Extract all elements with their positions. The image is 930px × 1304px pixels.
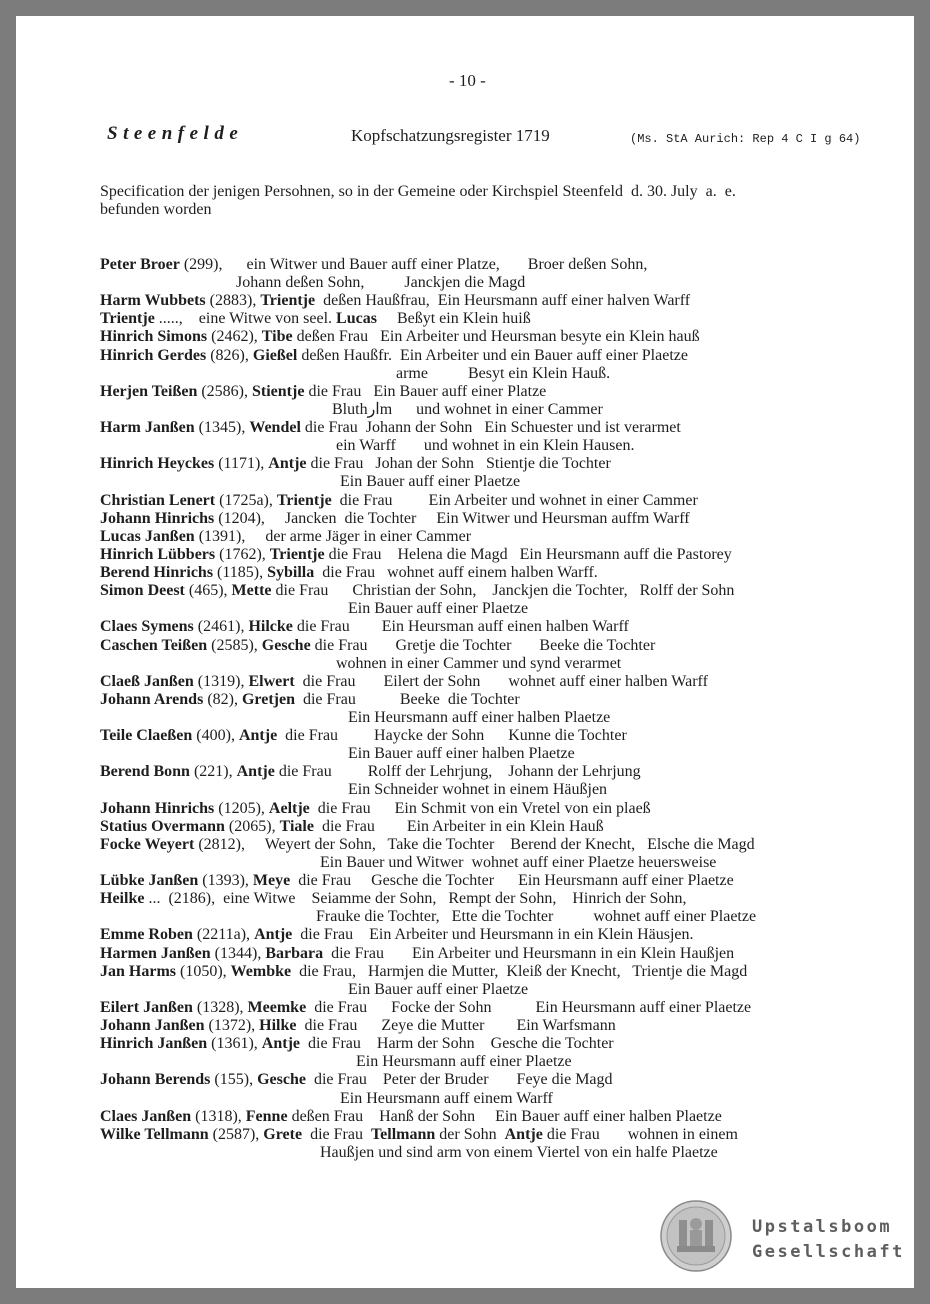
register-line <box>100 347 688 365</box>
person-name: Lucas Janßen <box>100 528 195 545</box>
person-name: Lucas <box>336 310 377 327</box>
person-name: Johann Janßen <box>100 1017 205 1034</box>
entry-text: (1393), <box>198 872 253 889</box>
entry-text: Ein Heursmann auff einer halben Plaetze <box>100 709 611 726</box>
register-line <box>100 727 627 745</box>
register-line <box>100 256 647 274</box>
person-name: Gesche <box>261 637 311 654</box>
register-line <box>100 926 694 944</box>
entry-text: (2586), <box>197 383 252 400</box>
person-name: Hinrich Simons <box>100 328 208 345</box>
register-line <box>100 419 681 437</box>
entry-text: (1318), <box>191 1108 246 1125</box>
register-line <box>100 274 525 292</box>
society-name-line-1: Upstalsboom <box>752 1217 893 1237</box>
entry-text: ....., eine Witwe von seel. <box>154 310 337 327</box>
person-name: Fenne <box>245 1108 288 1125</box>
entry-text: die Frau Christian der Sohn, Janckjen die Tochter, Rolff der Sohn <box>271 582 735 599</box>
entry-text: (2211a), <box>192 926 255 943</box>
person-name: Trientje <box>276 492 332 509</box>
register-line <box>100 383 546 401</box>
entry-text: die Frau Rolff der Lehrjung, Johann der Lehrjung <box>274 763 641 780</box>
entry-text: (299), ein Witwer und Bauer auff einer Platze, Broer deßen Sohn, <box>179 256 648 273</box>
entry-text: deßen Frau Ein Arbeiter und Heursman besyte ein Klein hauß <box>292 328 700 345</box>
person-name: Johann Arends <box>100 691 204 708</box>
person-name: Jan Harms <box>100 963 176 980</box>
register-line <box>100 890 687 908</box>
entry-text: die Frau Ein Heursman auff einen halben Warff <box>292 618 629 635</box>
person-name: Trientje <box>260 292 316 309</box>
person-name: Wilke Tellmann <box>100 1126 209 1143</box>
register-line <box>100 1144 718 1162</box>
entry-text: Ein Bauer und Witwer wohnet auff einer Plaetze heuersweise <box>100 854 717 871</box>
entry-text: Frauke die Tochter, Ette die Tochter wohnet auff einer Plaetze <box>100 908 757 925</box>
register-line <box>100 310 531 328</box>
person-name: Antje <box>261 1035 301 1052</box>
register-line <box>100 292 690 310</box>
entry-text: (1319), <box>193 673 249 690</box>
person-name: Antje <box>254 926 293 943</box>
person-name: Gesche <box>257 1071 306 1088</box>
person-name: Antje <box>504 1126 543 1143</box>
person-name: Teile Claeßen <box>100 727 193 744</box>
entry-text: Ein Schneider wohnet in einem Häußjen <box>100 781 608 798</box>
entry-text: die Frau wohnet auff einem halben Warff. <box>314 564 598 581</box>
person-name: Hilcke <box>248 618 293 635</box>
register-line <box>100 818 604 836</box>
person-name: Johann Hinrichs <box>100 800 215 817</box>
register-line <box>100 709 610 727</box>
entry-text: (1185), <box>213 564 268 581</box>
person-name: Antje <box>268 455 307 472</box>
place-name: Steenfelde <box>107 123 244 144</box>
register-line <box>100 618 629 636</box>
register-line <box>100 800 651 818</box>
entry-text: (2462), <box>207 328 262 345</box>
register-line <box>100 528 471 546</box>
entry-text: Ein Bauer auff einer Plaetze <box>100 473 521 490</box>
register-line <box>100 872 734 890</box>
upstalsboom-seal-icon <box>660 1200 732 1272</box>
person-name: Antje <box>238 727 278 744</box>
entry-text: (1344), <box>210 945 266 962</box>
intro-line-2: befunden worden <box>100 201 212 218</box>
register-line <box>100 1126 738 1144</box>
entry-text: deßen Frau Hanß der Sohn Ein Bauer auff einer halben Plaetze <box>287 1108 722 1125</box>
entry-text: die Frau Haycke der Sohn Kunne die Tochter <box>277 727 627 744</box>
register-line <box>100 854 716 872</box>
person-name: Grete <box>263 1126 303 1143</box>
entry-text: die Frau Focke der Sohn Ein Heursmann auff einer Plaetze <box>306 999 752 1016</box>
entry-text: (1391), der arme Jäger in einer Cammer <box>194 528 472 545</box>
archive-source: (Ms. StA Aurich: Rep 4 C I g 64) <box>630 132 861 146</box>
entry-text: (1050), <box>176 963 231 980</box>
entry-text: die Frau wohnen in einem <box>542 1126 738 1143</box>
entry-text: Beßyt ein Klein huiß <box>376 310 531 327</box>
person-name: Christian Lenert <box>100 492 216 509</box>
person-name: Aeltje <box>268 800 310 817</box>
person-name: Tellmann <box>370 1126 436 1143</box>
entry-text: (2587), <box>208 1126 264 1143</box>
person-name: Tibe <box>261 328 293 345</box>
person-name: Sybilla <box>267 564 315 581</box>
entry-text: Ein Heursmann auff einem Warff <box>100 1090 553 1107</box>
entry-text: (1171), <box>214 455 269 472</box>
person-name: Lübke Janßen <box>100 872 199 889</box>
person-name: Meye <box>252 872 291 889</box>
entry-text: Bluthارm und wohnet in einer Cammer <box>100 401 603 418</box>
entry-text: (1205), <box>214 800 269 817</box>
person-name: Barbara <box>265 945 324 962</box>
person-name: Tiale <box>279 818 314 835</box>
entry-text: die Frau <box>302 1126 371 1143</box>
register-line <box>100 781 607 799</box>
register-line <box>100 963 747 981</box>
register-line <box>100 564 598 582</box>
entry-text: die Frau Ein Arbeiter und wohnet in einer Cammer <box>331 492 698 509</box>
entry-text: Ein Heursmann auff einer Plaetze <box>100 1053 572 1070</box>
entry-text: ... (2186), eine Witwe Seiamme der Sohn, Rempt der Sohn, Hinrich der Sohn, <box>144 890 687 907</box>
person-name: Hinrich Lübbers <box>100 546 216 563</box>
register-line <box>100 836 755 854</box>
entry-text: die Frau Eilert der Sohn wohnet auff einer halben Warff <box>294 673 708 690</box>
register-line <box>100 437 635 455</box>
entry-text: arme Besyt ein Klein Hauß. <box>100 365 611 382</box>
entry-text: die Frau, Harmjen die Mutter, Kleiß der Knecht, Trientje die Magd <box>291 963 748 980</box>
person-name: Heilke <box>100 890 145 907</box>
register-line <box>100 1090 553 1108</box>
register-line <box>100 981 528 999</box>
person-name: Hinrich Janßen <box>100 1035 208 1052</box>
entry-text: die Frau Zeye die Mutter Ein Warfsmann <box>296 1017 616 1034</box>
entry-text: (826), <box>206 347 253 364</box>
entry-text: (155), <box>210 1071 258 1088</box>
register-line <box>100 455 611 473</box>
person-name: Berend Bonn <box>100 763 190 780</box>
entry-text: deßen Haußfr. Ein Arbeiter und ein Bauer auff einer Plaetze <box>297 347 688 364</box>
entry-text: (1762), <box>215 546 270 563</box>
entry-text: die Frau Beeke die Tochter <box>294 691 520 708</box>
person-name: Harm Janßen <box>100 419 195 436</box>
entry-text: Johann deßen Sohn, Janckjen die Magd <box>100 274 526 291</box>
intro-line-1: Specification der jenigen Persohnen, so in der Gemeine oder Kirchspiel Steenfeld d. 30. July a. e. <box>100 183 736 200</box>
person-name: Johann Berends <box>100 1071 211 1088</box>
entry-text: (2883), <box>205 292 261 309</box>
page-number: - 10 - <box>449 71 486 90</box>
person-name: Simon Deest <box>100 582 185 599</box>
person-name: Gretjen <box>241 691 295 708</box>
person-name: Harm Wubbets <box>100 292 206 309</box>
entry-text: (1328), <box>192 999 248 1016</box>
person-name: Focke Weyert <box>100 836 195 853</box>
entry-text: Ein Bauer auff einer Plaetze <box>100 981 529 998</box>
register-title: Kopfschatzungsregister 1719 <box>351 126 550 145</box>
person-name: Hinrich Gerdes <box>100 347 207 364</box>
person-name: Claes Symens <box>100 618 194 635</box>
person-name: Caschen Teißen <box>100 637 208 654</box>
register-line <box>100 600 528 618</box>
entry-text: (221), <box>189 763 237 780</box>
entry-text: ein Warff und wohnet in ein Klein Hausen. <box>100 437 635 454</box>
register-line <box>100 908 756 926</box>
register-line <box>100 1017 616 1035</box>
entry-text: die Frau Gretje die Tochter Beeke die Tochter <box>310 637 656 654</box>
person-name: Hilke <box>259 1017 297 1034</box>
person-name: Gießel <box>252 347 298 364</box>
person-name: Stientje <box>252 383 305 400</box>
entry-text: (2065), <box>224 818 280 835</box>
person-name: Wendel <box>249 419 301 436</box>
person-name: Claeß Janßen <box>100 673 194 690</box>
entry-text: (82), <box>203 691 242 708</box>
register-line <box>100 365 610 383</box>
register-line <box>100 582 734 600</box>
entry-text: (2585), <box>207 637 262 654</box>
person-name: Harmen Janßen <box>100 945 211 962</box>
register-line <box>100 510 690 528</box>
person-name: Trientje <box>100 310 155 327</box>
entry-text: die Frau Johan der Sohn Stientje die Tochter <box>306 455 611 472</box>
register-line <box>100 473 520 491</box>
person-name: Antje <box>236 763 275 780</box>
person-name: Wembke <box>230 963 292 980</box>
register-line <box>100 637 655 655</box>
entry-text: die Frau Helena die Magd Ein Heursmann auff die Pastorey <box>324 546 732 563</box>
register-line <box>100 1035 614 1053</box>
entry-text: (1725a), <box>215 492 277 509</box>
entry-text: wohnen in einer Cammer und synd verarmet <box>100 655 622 672</box>
person-name: Emme Roben <box>100 926 193 943</box>
entry-text: (1345), <box>194 419 250 436</box>
society-name-line-2: Gesellschaft <box>752 1242 905 1262</box>
register-line <box>100 691 520 709</box>
person-name: Meemke <box>247 999 307 1016</box>
entry-text: (2812), Weyert der Sohn, Take die Tochter Berend der Knecht, Elsche die Magd <box>194 836 755 853</box>
register-line <box>100 1071 613 1089</box>
person-name: Hinrich Heyckes <box>100 455 215 472</box>
register-line <box>100 655 621 673</box>
register-line <box>100 763 641 781</box>
register-line <box>100 492 698 510</box>
entry-text: deßen Haußfrau, Ein Heursmann auff einer halven Warff <box>315 292 691 309</box>
person-name: Claes Janßen <box>100 1108 192 1125</box>
entry-text: (465), <box>184 582 232 599</box>
entry-text: Haußjen und sind arm von einem Viertel von ein halfe Plaetze <box>100 1144 718 1161</box>
entry-text: die Frau Ein Bauer auff einer Platze <box>304 383 547 400</box>
entry-text: Ein Bauer auff einer Plaetze <box>100 600 529 617</box>
entry-text: (1204), Jancken die Tochter Ein Witwer und Heursman auffm Warff <box>214 510 690 527</box>
entry-text: (400), <box>192 727 239 744</box>
person-name: Eilert Janßen <box>100 999 193 1016</box>
entry-text: die Frau Johann der Sohn Ein Schuester und ist verarmet <box>300 419 681 436</box>
person-name: Berend Hinrichs <box>100 564 214 581</box>
entry-text: die Frau Ein Arbeiter in ein Klein Hauß <box>313 818 604 835</box>
person-name: Elwert <box>248 673 295 690</box>
register-line <box>100 328 700 346</box>
entry-text: die Frau Peter der Bruder Feye die Magd <box>305 1071 613 1088</box>
entry-text: (1372), <box>204 1017 260 1034</box>
register-line <box>100 1053 572 1071</box>
person-name: Statius Overmann <box>100 818 225 835</box>
entry-text: die Frau Gesche die Tochter Ein Heursmann auff einer Plaetze <box>290 872 734 889</box>
register-line <box>100 1108 722 1126</box>
person-name: Peter Broer <box>100 256 180 273</box>
entry-text: Ein Bauer auff einer halben Plaetze <box>100 745 575 762</box>
entry-text: (1361), <box>207 1035 262 1052</box>
person-name: Herjen Teißen <box>100 383 198 400</box>
entry-text: (2461), <box>193 618 249 635</box>
person-name: Mette <box>231 582 272 599</box>
person-name: Trientje <box>269 546 325 563</box>
register-line <box>100 999 751 1017</box>
entry-text: die Frau Ein Schmit von ein Vretel von ein plaeß <box>309 800 651 817</box>
entry-text: die Frau Ein Arbeiter und Heursmann in ein Klein Haußjen <box>323 945 735 962</box>
entry-text: der Sohn <box>435 1126 505 1143</box>
register-line <box>100 945 734 963</box>
register-line <box>100 673 708 691</box>
entry-text: die Frau Harm der Sohn Gesche die Tochter <box>300 1035 614 1052</box>
register-line <box>100 401 603 419</box>
person-name: Johann Hinrichs <box>100 510 215 527</box>
entry-text: die Frau Ein Arbeiter und Heursmann in ein Klein Häusjen. <box>292 926 694 943</box>
register-line <box>100 546 732 564</box>
register-line <box>100 745 575 763</box>
